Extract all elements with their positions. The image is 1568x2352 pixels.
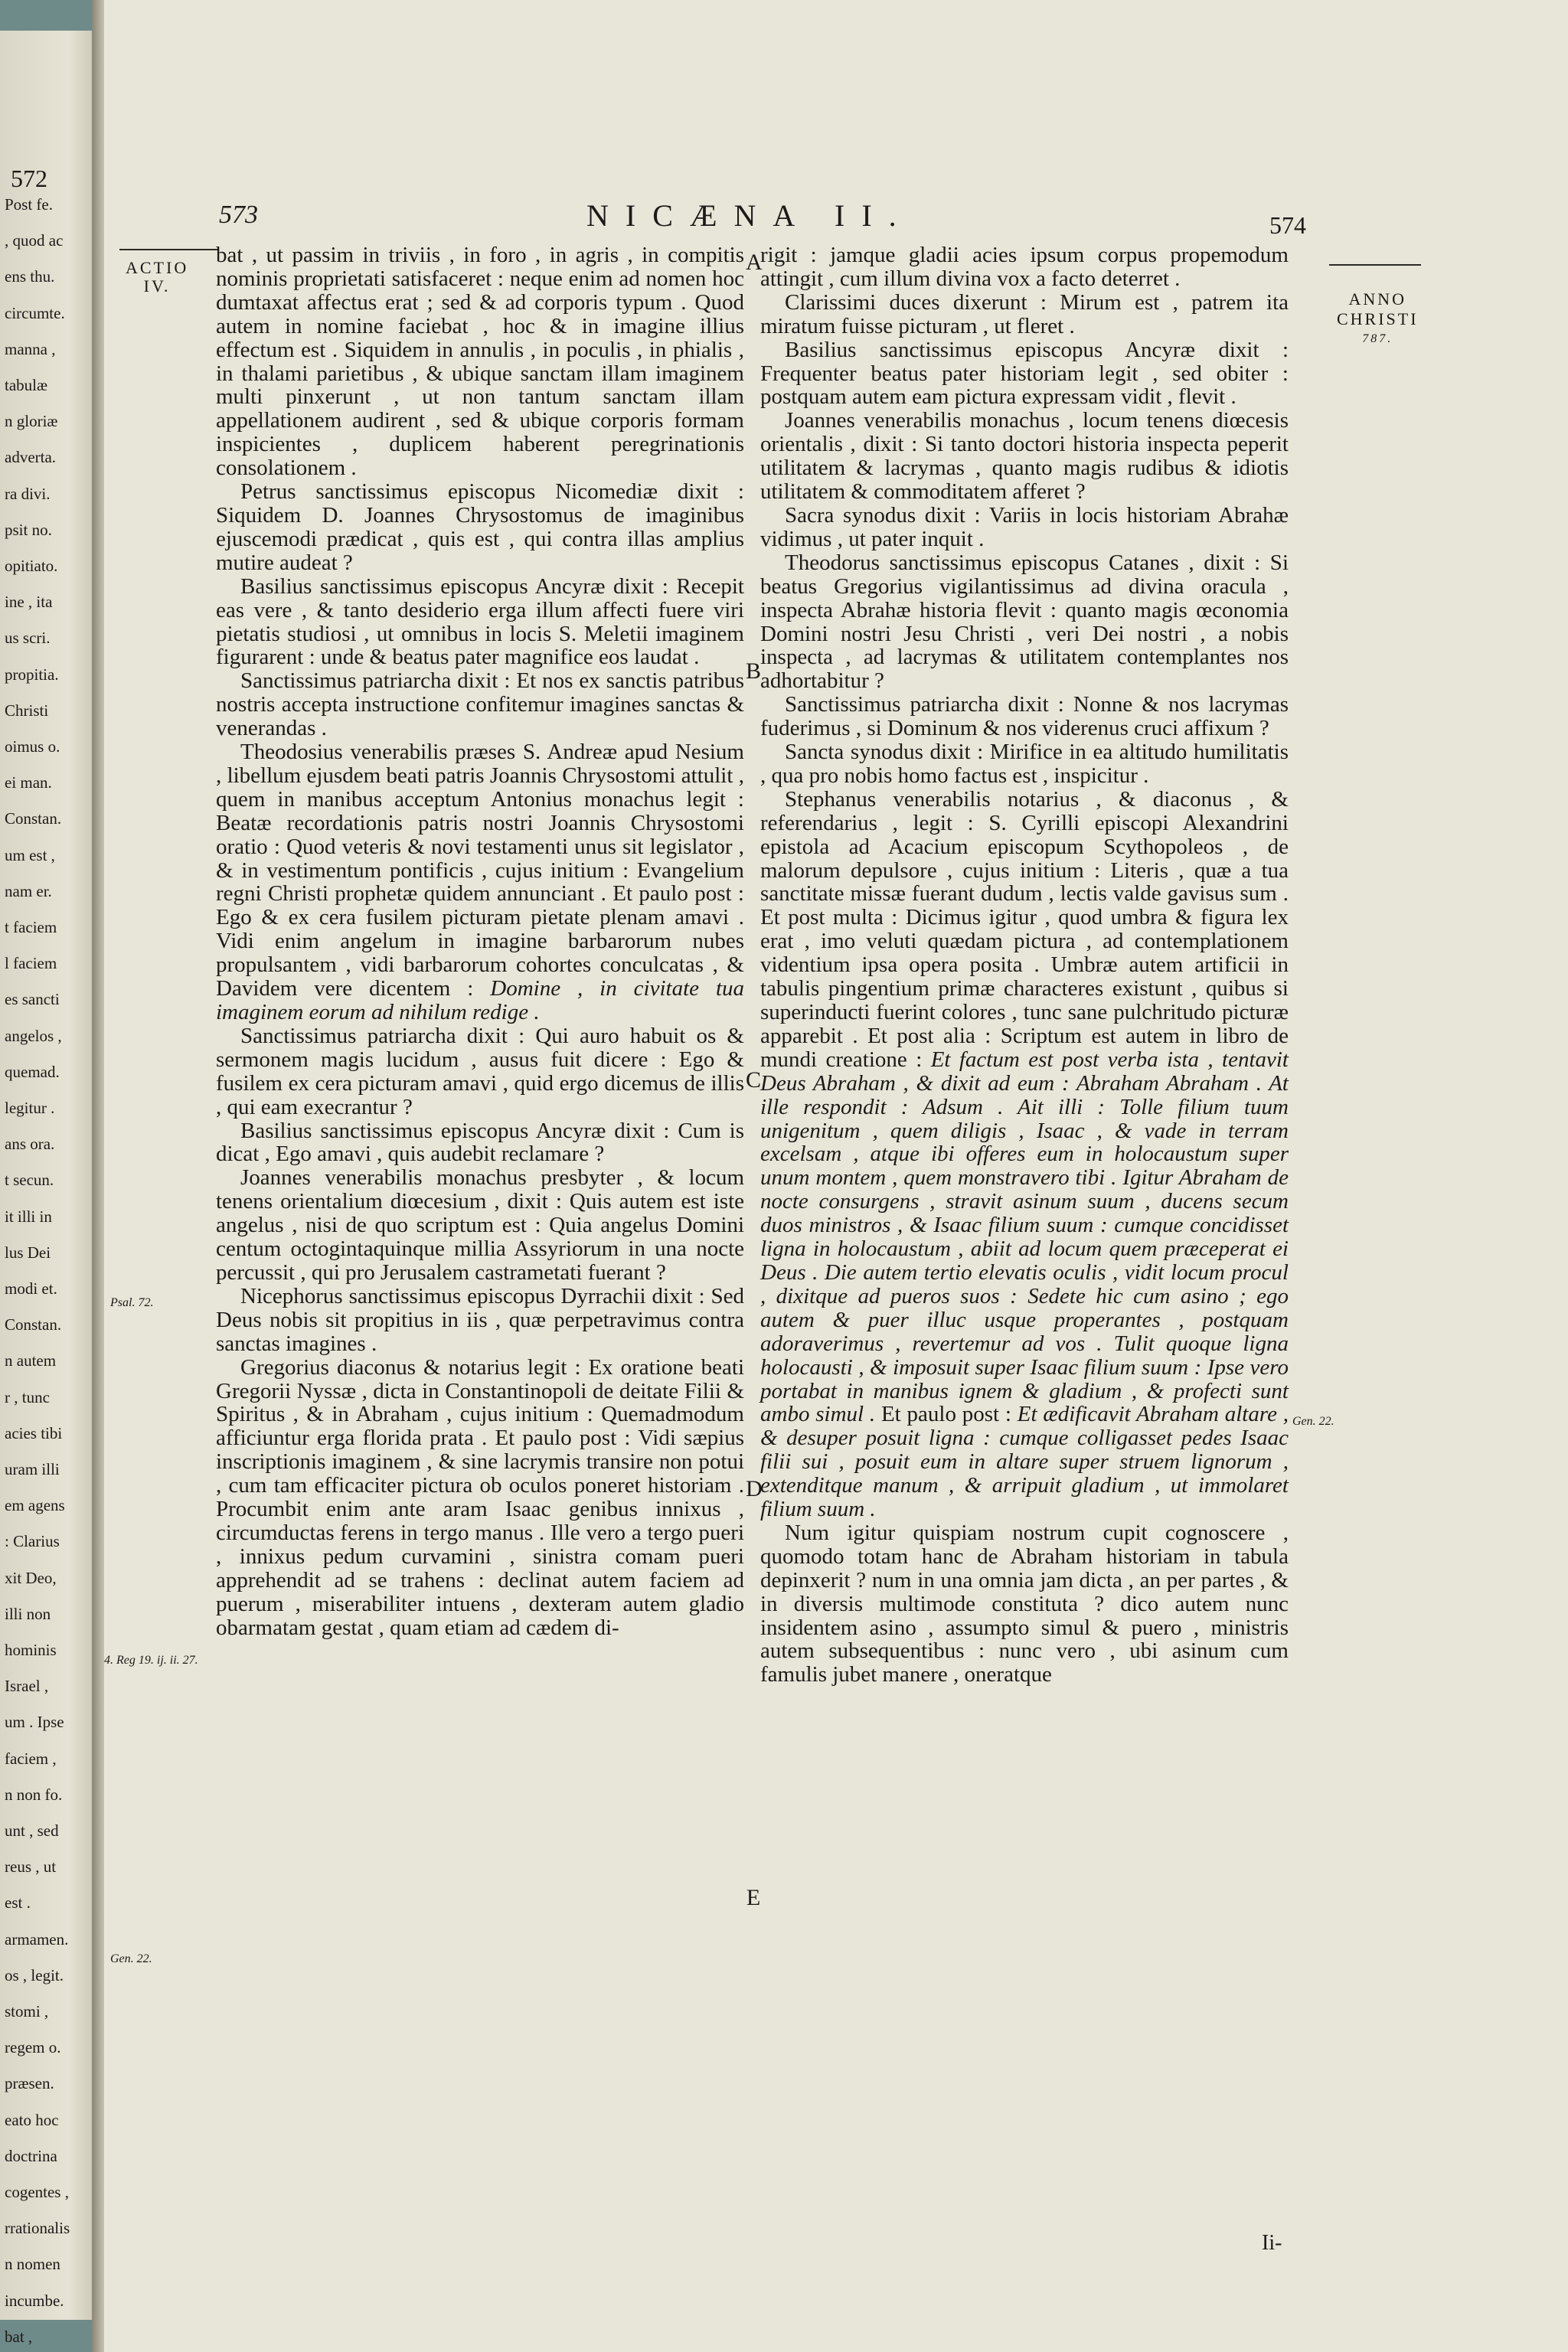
previous-page-fragment: es sancti [5, 990, 60, 1009]
paragraph: Gregorius diaconus & notarius legit : Ex oratione beati Gregorii Nyssæ , dicta in Constantinopoli de deitate Filii & Spiritus , & in Abraham , cujus initium : Quemadmodum afficiuntur erga florida prata . Et paulo post : Vidi sæpius inscriptionis imaginem , & sine lacrymis transire non potui , cum tam efficaciter pictura ob oculos poneret historiam . Procumbit enim ante aram Isaac genibus innixus , circumductas ferens in tergo manus . Ille vero a tergo pueri , innixus pedum curvamini , sinistra comam pueri apprehendit ad se trahens : declinat autem faciem ad puerum , miserabiliter intuens , dexteram autem gladio obarmatam gestat , quam etiam ad cædem di- [216, 1354, 744, 1640]
previous-page-fragment: it illi in [5, 1207, 52, 1226]
scripture-quote: Domine , in civitate tua imaginem eorum ad nihilum redige . [216, 976, 744, 1024]
previous-page-fragment: xit Deo, [5, 1568, 57, 1587]
previous-page-fragment: t faciem [5, 918, 57, 936]
actio-number: IV. [143, 276, 171, 296]
paragraph: Sanctissimus patriarcha dixit : Qui auro habuit os & sermonem magis lucidum , ausus fuit dicere : Ego & fusilem ex cera picturam amavi , quid ergo dicemus de illis , qui eam execrantur ? [216, 1023, 744, 1119]
paragraph: Petrus sanctissimus episcopus Nicomediæ dixit : Siquidem D. Joannes Chrysostomus de imaginibus ejuscemodi prædicat , quis est , qui contra illas amplius mutire audeat ? [216, 479, 744, 575]
scripture-quote: Et factum est post verba ista , tentavit Deus Abraham , & dixit ad eum : Abraham Abraham . At ille respondit : Adsum . Ait illi : Tolle filium tuum unigenitum , quem diligis , Isaac , & vade in terram excelsam , atque ibi offeres eum in holocaustum super unum montem , quem monstravero tibi . Igitur Abraham de nocte consurgens , stravit asinum suum , ducens secum duos ministros , & Isaac filium suum : cumque concidisset ligna in holocaustum , abiit ad locum quem præceperat ei Deus . Die autem tertio elevatis oculis , vidit locum procul , dixitque ad pueros suos : Sedete hic cum asino ; ego autem & puer illuc usque properantes , postquam adoraverimus , revertemur ad vos . Tulit quoque ligna holocausti , & imposuit super Isaac filium suum : Ipse vero portabat in manibus ignem & gladium , & profecti sunt ambo simul . [760, 1047, 1289, 1427]
previous-page-fragment: r , tunc [5, 1387, 50, 1406]
paragraph: Nicephorus sanctissimus episcopus Dyrrachii dixit : Sed Deus nobis sit propitius in iis , quæ perpetravimus contra sanctas imagines . [216, 1283, 744, 1356]
paragraph-text: Stephanus venerabilis notarius , & diaconus , & referendarius , legit : S. Cyrilli episcopi Alexandrini epistola ad Acacium episcopum Scythopoleos , de malorum depulsore , cujus initium : Literis , quæ a tua sanctitate missæ fuerant dudum , lectis valde gavisus sum . Et post multa : Dicimus igitur , quod umbra & figura lex erat , imo veluti quædam pictura , ad contemplationem videntium ipsa opera posita . Umbræ autem artificii in tabulis pingentium primæ characteres existunt , quibus si superinducti fuerint colores , tunc sane pulchritudo picturæ apparebit . Et post alia : Scriptum est autem in libro de mundi creatione : [760, 786, 1289, 1072]
previous-page-fragment: ine , ita [5, 593, 53, 612]
section-letter-b: B [746, 658, 762, 684]
paragraph: Sancta synodus dixit : Mirifice in ea altitudo humilitatis , qua pro nobis homo factus est , inspicitur . [760, 740, 1289, 788]
left-page-number: 573 [219, 201, 258, 229]
previous-page-fragment: Israel , [5, 1677, 49, 1696]
previous-page-edge [0, 31, 98, 2346]
previous-page-fragment: tabulæ [5, 376, 47, 394]
previous-page-fragment: oimus o. [5, 737, 60, 756]
previous-page-fragment: Constan. [5, 1315, 62, 1334]
christi-word: CHRISTI [1337, 309, 1419, 328]
previous-page-fragment: armamen. [5, 1929, 69, 1949]
previous-page-fragment: adverta. [5, 448, 57, 467]
previous-page-fragment: l faciem [5, 954, 57, 973]
previous-page-fragment: regem o. [5, 2038, 61, 2057]
previous-page-fragment: bat , [5, 2327, 33, 2346]
paragraph-text: Et paulo post : [875, 1402, 1018, 1427]
paragraph: Basilius sanctissimus episcopus Ancyræ dixit : Recepit eas vere , & tanto desiderio erga illum affecti fuere viri pietatis studiosi , ut omnibus in locis S. Meletii imaginem figurarent : unde & beatus pater magnifice eos laudat . [216, 573, 744, 670]
previous-page-fragment: circumte. [5, 303, 65, 322]
previous-page-fragment: em agens [5, 1496, 65, 1515]
previous-page-fragment: unt , sed [5, 1821, 59, 1840]
previous-page-fragment: lus Dei [5, 1243, 51, 1262]
paragraph-text: Theodosius venerabilis præses S. Andreæ apud Nesium , libellum ejusdem beati patris Joannis Chrysostomi attulit , quem in manibus acceptum Antonius monachus legit : Beatæ recordationis patris nostri Joannis Chrysostomi oratio : Quod veteris & novi testamenti unus sit legislator , & in vestimentum pontificis , cujus initium : Evangelium regni Christi prophetæ quidem annunciant . Et paulo post : Ego & ex cera fusilem picturam pietate plenam amavi . Vidi enim angelum in imagine barbarorum nubes propulsantem , vidi barbarorum cohortes conculcatas , & Davidem vere dicentem : [216, 740, 744, 1001]
scripture-quote: Et ædificavit Abraham altare , & desuper posuit ligna : cumque colligasset pedes Isaac filii sui , posuit eum in altare super struem lignorum , extenditque manum , & arripuit gladium , ut immolaret filium suum . [760, 1402, 1289, 1522]
previous-page-fragment: ra divi. [5, 484, 51, 503]
previous-page-fragment: ans ora. [5, 1135, 55, 1154]
previous-page-fragment: um . Ipse [5, 1713, 64, 1732]
previous-page-fragment: incumbe. [5, 2291, 64, 2310]
paragraph: Basilius sanctissimus episcopus Ancyræ dixit : Cum is dicat , Ego amavi , quis audebit reclamare ? [216, 1118, 744, 1167]
previous-page-fragment: quemad. [5, 1062, 60, 1081]
previous-page-fragment: Constan. [5, 809, 62, 828]
left-column [216, 243, 744, 1639]
actio-label [126, 259, 188, 296]
paragraph [216, 740, 744, 1024]
previous-page-fragment: uram illi [5, 1460, 60, 1478]
previous-page-fragment: reus , ut [5, 1857, 57, 1877]
previous-page-fragment: n autem [5, 1351, 57, 1370]
previous-page-fragment: Christi [5, 701, 49, 720]
previous-page-fragment: acies tibi [5, 1423, 63, 1442]
previous-page-fragment: , quod ac [5, 231, 64, 250]
page [104, 0, 1568, 2352]
previous-page-fragment: psit no. [5, 520, 52, 539]
paragraph: Sanctissimus patriarcha dixit : Nonne & nos lacrymas fuderimus , si Dominum & nos viderenus cruci affixum ? [760, 692, 1289, 741]
section-letter-d: D [746, 1476, 763, 1501]
previous-page-fragment: nam er. [5, 881, 52, 900]
paragraph: Clarissimi duces dixerunt : Mirum est , patrem ita miratum fuisse picturam , ut fleret . [760, 289, 1289, 338]
right-page-number: 574 [1269, 211, 1306, 239]
previous-page-fragment: faciem , [5, 1749, 57, 1768]
section-letter-e: E [746, 1885, 761, 1910]
paragraph: rigit : jamque gladii acies ipsum corpus propemodum attingit , cum illum divina vox a facto deterret . [760, 243, 1289, 291]
previous-page-fragment: modi et. [5, 1279, 57, 1298]
previous-page-fragment: Post fe. [5, 195, 53, 214]
margin-note-gen-left: Gen. 22. [110, 1952, 152, 1965]
previous-page-fragment: est . [5, 1893, 31, 1913]
previous-page-fragment: n nomen [5, 2255, 60, 2274]
previous-page-number: 572 [11, 165, 47, 192]
previous-page-fragment: angelos , [5, 1026, 62, 1045]
previous-page-fragment: : Clarius [5, 1532, 60, 1551]
catchword: Ii- [1262, 2231, 1282, 2255]
paragraph [760, 788, 1289, 1521]
right-column [760, 243, 1289, 1687]
previous-page-fragment: opitiato. [5, 557, 58, 575]
previous-page-fragment: doctrina [5, 2146, 57, 2165]
anno-year: 787. [1362, 332, 1393, 345]
anno-christi-label [1337, 289, 1419, 349]
paragraph: Basilius sanctissimus episcopus Ancyræ dixit : Frequenter beatus pater historiam legit , sed obiter : postquam autem eam pictura expressam vidit , flevit . [760, 337, 1289, 410]
previous-page-fragment: um est , [5, 845, 55, 864]
running-title: NICÆNA II. [586, 198, 913, 233]
margin-note-gen-right: Gen. 22. [1292, 1415, 1334, 1428]
margin-note-reg: 4. Reg 19. ij. ii. 27. [104, 1654, 198, 1667]
previous-page-fragment: ei man. [5, 773, 52, 792]
section-letter-c: C [746, 1067, 762, 1093]
previous-page-fragment: os , legit. [5, 1965, 64, 1984]
paragraph: Theodorus sanctissimus episcopus Catanes , dixit : Si beatus Gregorius vigilantissimus ad divina oracula , inspecta Abrahæ historia flevit : quanto magis œconomia Domini nostri Jesu Christi , veri Dei nostri , a nobis inspecta , ad lacrymas & utilitatem contemplantes nos adhortabitur ? [760, 550, 1289, 694]
previous-page-fragment: n non fo. [5, 1785, 63, 1804]
previous-page-fragment: legitur . [5, 1099, 55, 1117]
previous-page-fragment: ens thu. [5, 267, 55, 286]
previous-page-fragment: præsen. [5, 2074, 54, 2093]
previous-page-fragment: n gloriæ [5, 412, 58, 431]
previous-page-fragment: propitia. [5, 665, 59, 684]
previous-page-fragment: us scri. [5, 629, 51, 648]
margin-note-psalm: Psal. 72. [110, 1296, 154, 1309]
previous-page-fragment: cogentes , [5, 2183, 69, 2201]
header-rule-right [1329, 264, 1421, 266]
previous-page-fragment: eato hoc [5, 2110, 59, 2129]
previous-page-fragment: rrationalis [5, 2219, 70, 2238]
previous-page-fragment: hominis [5, 1641, 57, 1659]
anno-word: ANNO [1348, 289, 1407, 309]
previous-page-fragment: t secun. [5, 1171, 54, 1190]
previous-page-fragment: illi non [5, 1604, 51, 1623]
page-header [104, 198, 1568, 247]
paragraph: Joannes venerabilis monachus presbyter , & locum tenens orientalium diœcesium , dixit : Quis autem est iste angelus , nisi de quo scriptum est : Quia angelus Domini centum octogintaquinque millia Assyriorum in una nocte percussit , qui pro Jerusalem castrametati fuerant ? [216, 1165, 744, 1285]
paragraph: bat , ut passim in triviis , in foro , in agris , in compitis nominis proprietati satisfaceret : neque enim ad nomen hoc dumtaxat affectus erat ; sed & ad corporis typum . Quod autem in nomine faciebat , hoc & in imagine illius effectum est . Siquidem in annulis , in poculis , in phialis , in thalami parietibus , & ubique sanctam illam imaginem multi pinxerunt , ut non tantum sanctam illam appellationem audirent , sed & ubique corporis formam inspicientes , duplicem haberent peregrinationis consolationem . [216, 243, 744, 481]
paragraph: Joannes venerabilis monachus , locum tenens diœcesis orientalis , dixit : Si tanto doctori historia inspecta peperit utilitatem & lacrymas , quanto magis rudibus & idiotis utilitatem & commoditatem afferet ? [760, 408, 1289, 505]
previous-page-fragment: manna , [5, 339, 56, 358]
section-letter-a: A [746, 250, 763, 275]
paragraph: Sacra synodus dixit : Variis in locis historiam Abrahæ vidimus , ut pater inquit . [760, 502, 1289, 551]
actio-word: ACTIO [126, 258, 189, 277]
paragraph: Sanctissimus patriarcha dixit : Et nos ex sanctis patribus nostris accepta instructione confitemur imagines sanctas & venerandas . [216, 668, 744, 741]
paragraph: Num igitur quispiam nostrum cupit cognoscere , quomodo totam hanc de Abraham historiam in tabula depinxerit ? num in una omnia jam dicta , an per partes , & in diversis multimode constituta ? dico autem nunc insidentem asino , assumpto simul & puero , ministris autem subsequentibus : nunc vero , ubi asinum cum famulis jubet manere , oneratque [760, 1520, 1289, 1687]
previous-page-fragment: stomi , [5, 2002, 49, 2020]
header-rule-left [119, 249, 217, 250]
